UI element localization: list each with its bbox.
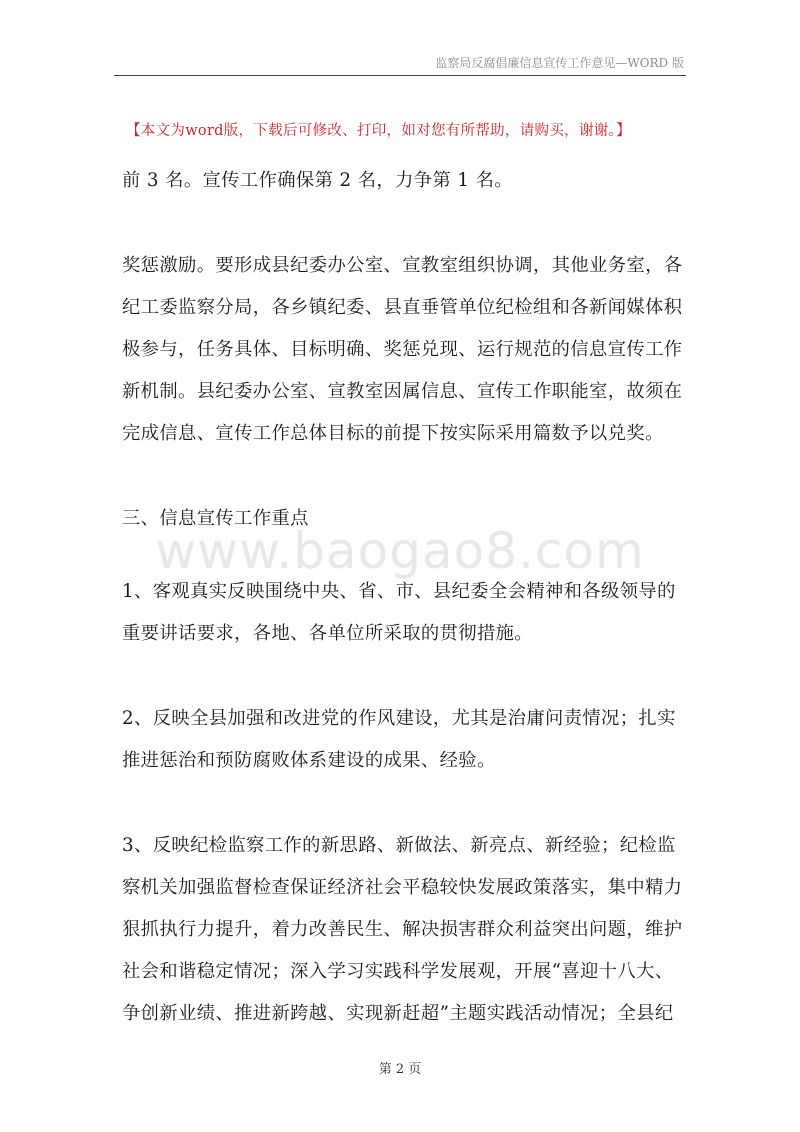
header-divider xyxy=(114,75,686,76)
watermark: www.baogao8.com xyxy=(155,522,645,580)
paragraph-incentives: 奖惩激励。要形成县纪委办公室、宣教室组织协调，其他业务室，各 纪工委监察分局，各乡镇纪委、县直垂管单位纪检组和各新闻媒体积 极参与，任务具体、目标明确、奖惩兑现、运行规范的信息宣传工作 新机制。县纪委办公室、宣教室因属信息、宣传工作职能室，故须在 完成信息、宣传工作总体目标的前提下按实际采用篇数予以兑奖。 xyxy=(122,255,683,444)
download-notice: 【本文为word版，下载后可修改、打印，如对您有所帮助，请购买，谢谢。】 xyxy=(126,123,631,139)
paragraph-item-1: 1、客观真实反映围绕中央、省、市、县纪委全会精神和各级领导的 重要讲话要求，各地、各单位所采取的贯彻措施。 xyxy=(122,581,676,644)
running-header-title: 监察局反腐倡廉信息宣传工作意见—WORD 版 xyxy=(435,56,684,70)
paragraph-item-2: 2、反映全县加强和改进党的作风建设，尤其是治庸问责情况；扎实 推进惩治和预防腐败体系建设的成果、经验。 xyxy=(122,708,676,771)
document-body xyxy=(122,160,688,1078)
page-number: 第 2 页 xyxy=(378,1062,422,1077)
paragraph-item-3: 3、反映纪检监察工作的新思路、新做法、新亮点、新经验；纪检监 察机关加强监督检查保证经济社会平稳较快发展政策落实，集中精力 狠抓执行力提升，着力改善民生、解决损害群众利益突出问题，维护 社会和谐稳定情况；深入学习实践科学发展观，开展“喜迎十八大、 争创新业绩、推进新跨越、实现新赶超”主题实践活动情况；全县纪 xyxy=(122,835,683,1024)
paragraph-ranking-target: 前 3 名。宣传工作确保第 2 名，力争第 1 名。 xyxy=(122,170,513,191)
section-heading: 三、信息宣传工作重点 xyxy=(122,508,309,529)
